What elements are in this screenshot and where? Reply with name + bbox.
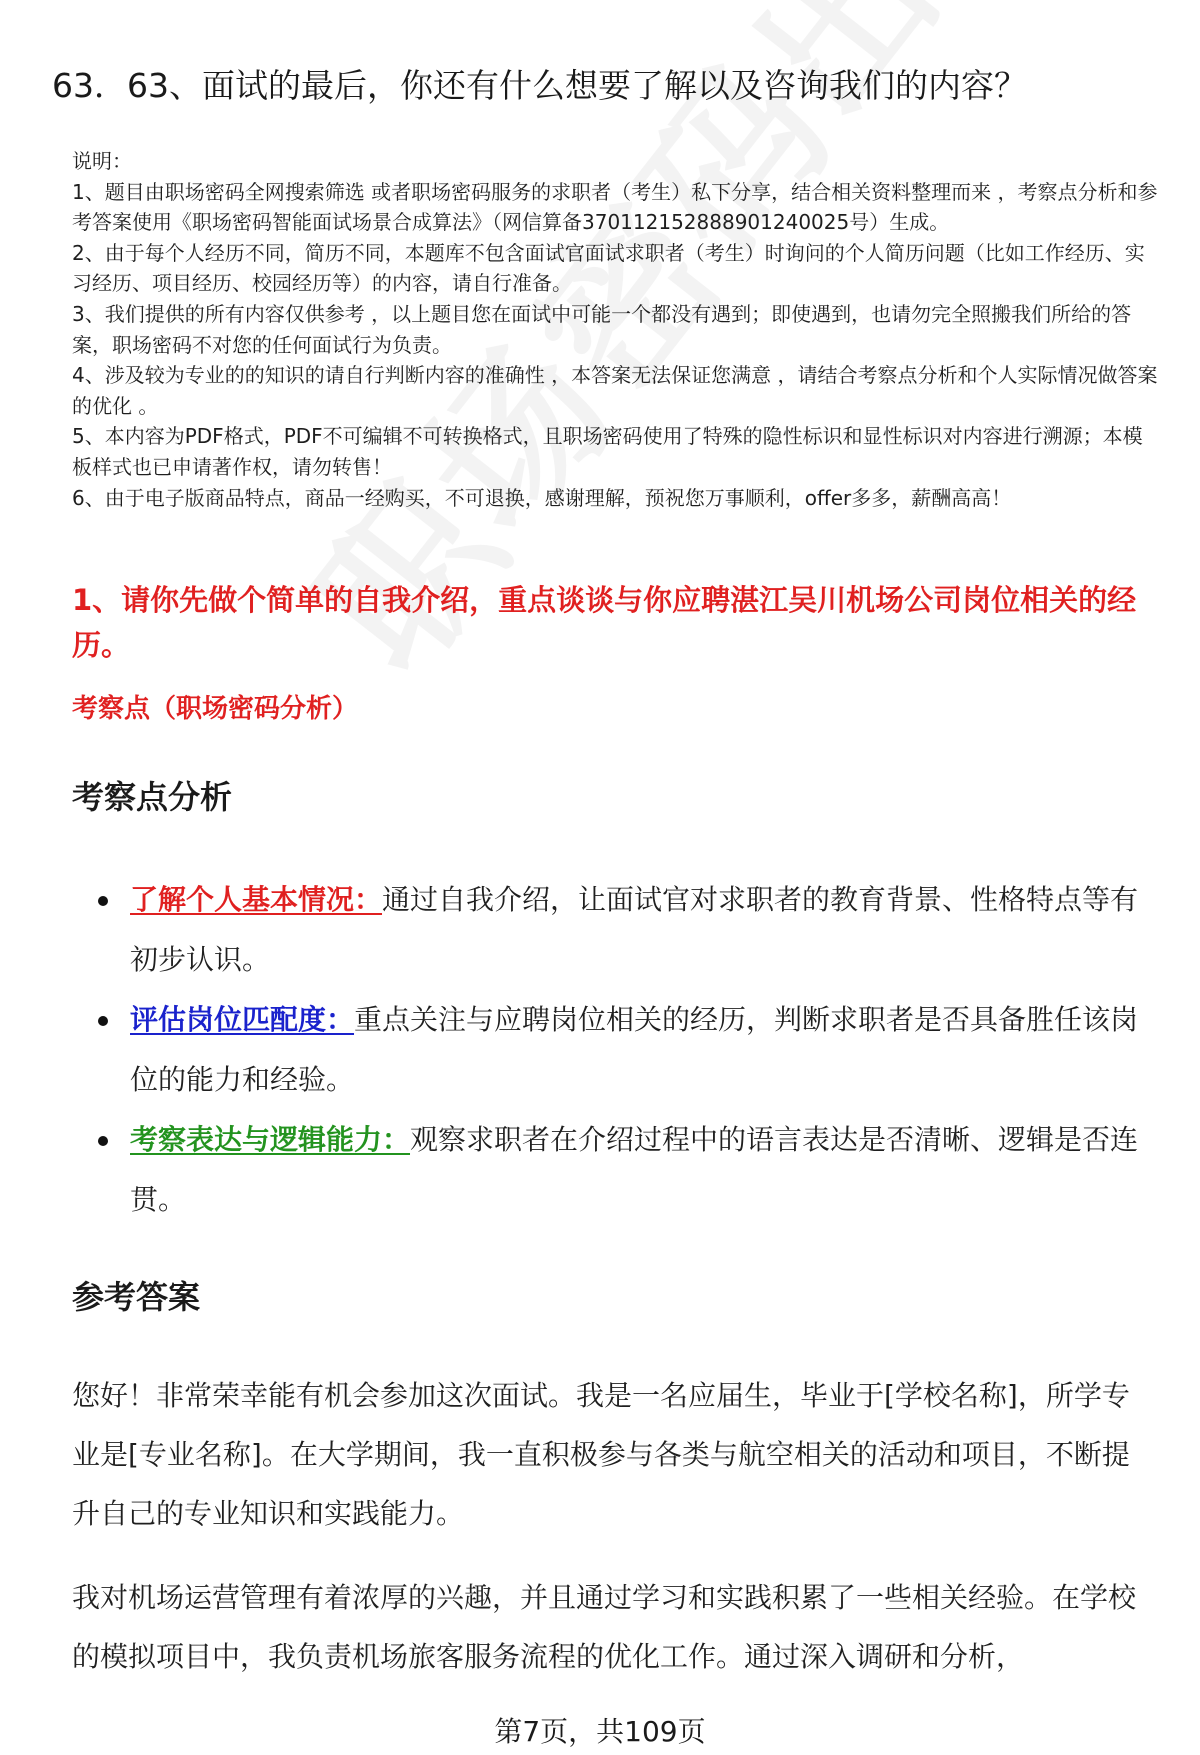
analysis-list: [96, 870, 1156, 1230]
analysis-term: 了解个人基本情况：: [130, 883, 383, 916]
note-item: 5、本内容为PDF格式，PDF不可编辑不可转换格式，且职场密码使用了特殊的隐性标识和显性标识对内容进行溯源；本模板样式也已申请著作权，请勿转售！: [72, 424, 1143, 479]
answer-paragraph: 您好！非常荣幸能有机会参加这次面试。我是一名应届生，毕业于[学校名称]，所学专业是[专业名称]。在大学期间，我一直积极参与各类与航空相关的活动和项目，不断提升自己的专业知识和实践能力。: [72, 1379, 1130, 1530]
answer-heading: 参考答案: [72, 1278, 201, 1316]
question-title: 1、请你先做个简单的自我介绍，重点谈谈与你应聘湛江吴川机场公司岗位相关的经历。: [72, 583, 1137, 662]
bullet-dot-icon: [98, 1136, 108, 1146]
note-item: 1、题目由职场密码全网搜索筛选 或者职场密码服务的求职者（考生）私下分享，结合相关资料整理而来 ，考察点分析和参考答案使用《职场密码智能面试场景合成算法》（网信算备370112152888901240025号）生成。: [72, 179, 1158, 235]
analysis-term: 评估岗位匹配度：: [130, 1003, 355, 1036]
page-number: 第7页，共109页: [494, 1715, 706, 1748]
answer-paragraph: 我对机场运营管理有着浓厚的兴趣，并且通过学习和实践积累了一些相关经验。在学校的模拟项目中，我负责机场旅客服务流程的优化工作。通过深入调研和分析，: [72, 1581, 1137, 1673]
bullet-dot-icon: [98, 896, 108, 906]
notes-label: 说明：: [72, 149, 132, 173]
page-title: 63．63、面试的最后，你还有什么想要了解以及咨询我们的内容？: [52, 66, 1027, 105]
note-item: 4、涉及较为专业的的知识的请自行判断内容的准确性 ，本答案无法保证您满意 ，请结合考察点分析和个人实际情况做答案的优化 。: [72, 363, 1158, 418]
analysis-point: [96, 990, 1156, 1110]
analysis-point: [96, 1110, 1156, 1230]
bullet-dot-icon: [98, 1016, 108, 1026]
analysis-heading: 考察点分析: [72, 778, 233, 816]
analysis-point: [96, 870, 1156, 990]
note-item: 3、我们提供的所有内容仅供参考 ，以上题目您在面试中可能一个都没有遇到；即使遇到，也请勿完全照搬我们所给的答案，职场密码不对您的任何面试行为负责。: [72, 301, 1132, 357]
note-item: 6、由于电子版商品特点，商品一经购买，不可退换，感谢理解，预祝您万事顺利，offer多多，薪酬高高！: [72, 485, 1012, 510]
analysis-section-label: 考察点（职场密码分析）: [72, 694, 359, 724]
disclaimer-notes: [72, 146, 1162, 513]
analysis-text: 通过自我介绍，让面试官对求职者的教育背景、性格特点等有初步认识。: [130, 883, 1139, 976]
note-item: 2、由于每个人经历不同，简历不同，本题库不包含面试官面试求职者（考生）时询问的个人简历问题（比如工作经历、实习经历、项目经历、校园经历等）的内容，请自行准备。: [72, 240, 1145, 296]
analysis-text: 重点关注与应聘岗位相关的经历，判断求职者是否具备胜任该岗位的能力和经验。: [130, 1003, 1139, 1096]
analysis-term: 考察表达与逻辑能力：: [130, 1123, 411, 1156]
analysis-text: 观察求职者在介绍过程中的语言表达是否清晰、逻辑是否连贯。: [130, 1123, 1139, 1216]
